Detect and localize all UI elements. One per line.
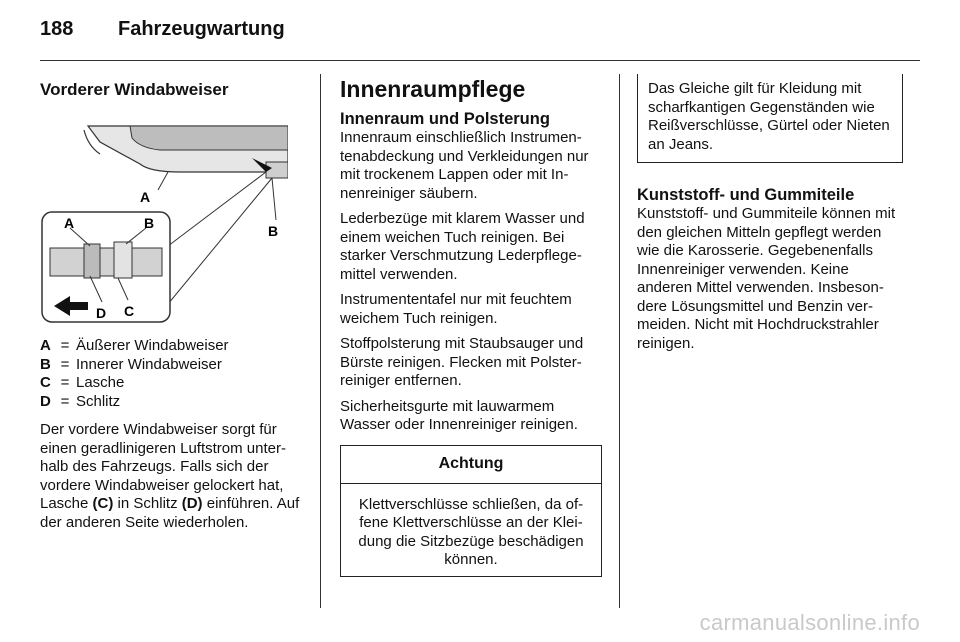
warning-box-continued — [637, 74, 903, 163]
windabweiser-illustration — [40, 124, 288, 324]
legend-item-c: C = Lasche — [40, 374, 125, 391]
warning-box — [340, 445, 602, 577]
column-2 — [340, 74, 602, 577]
inset-slot — [84, 244, 100, 278]
warning-title: Achtung — [341, 446, 601, 484]
inset-tab — [114, 242, 132, 278]
page-header — [40, 18, 285, 41]
column-3 — [637, 74, 903, 360]
column-divider-1 — [320, 74, 321, 608]
bumper-lower — [130, 126, 288, 150]
subheading-innenraum-polsterung: Innenraum und Polsterung — [340, 110, 550, 128]
warning-continued-text: Das Gleiche gilt für Kleidung mit scharfkantigen Gegenständen wie Reißverschlüsse, Gürtel oder Nieten an Jeans. — [648, 80, 890, 153]
zoom-line-2 — [168, 178, 272, 304]
section-heading-windabweiser: Vorderer Windabweiser — [40, 80, 229, 99]
paragraph-sicherheitsgurte: Sicherheitsgurte mit lauwarmem Wasser oder Innenreiniger reinigen. — [340, 397, 578, 433]
section-title-innenraumpflege: Innenraumpflege — [340, 76, 526, 102]
inset-deflector-part — [50, 248, 162, 276]
warning-text: Klettverschlüsse schließen, da offene Klettverschlüsse an der Kleidung die Sitzbezüge beschädigen können. — [358, 495, 584, 568]
label-a-inset: A — [64, 215, 75, 231]
header-rule — [40, 60, 920, 61]
paragraph-kunststoff: Kunststoff- und Gummiteile können mit den gleichen Mitteln gepflegt werden wie die Karosserie. Gegebenenfalls Innenreiniger verwenden. Keine anderen Mittel verwenden. Insbesondere Lösungsmittel und Benzin vermeiden. Nicht mit Hochdruckstrahler reinigen. — [637, 205, 896, 352]
paragraph-stoffpolsterung: Stoffpolsterung mit Staubsauger und Bürste reinigen. Flecken mit Polsterreiniger entfernen. — [340, 335, 584, 389]
label-b-right: B — [268, 223, 279, 239]
legend-item-a: A = Äußerer Windabweiser — [40, 337, 229, 354]
label-c-inset: C — [124, 303, 135, 319]
figure-legend — [40, 337, 302, 411]
column-1 — [40, 74, 302, 539]
subheading-kunststoff-gummiteile: Kunststoff- und Gummiteile — [637, 186, 855, 204]
legend-item-b: B = Innerer Windabweiser — [40, 355, 222, 373]
page-number: 188 — [40, 18, 74, 40]
right-clip — [266, 162, 288, 178]
legend-item-d: D = Schlitz — [40, 392, 121, 410]
leader-b-right — [272, 178, 276, 220]
zoom-line-1 — [168, 172, 266, 246]
label-d-inset: D — [96, 305, 107, 321]
label-a-top: A — [140, 189, 151, 205]
windabweiser-paragraph: Der vordere Windabweiser sorgt für einen geradlinigeren Luftstrom unterhalb des Fahrzeugs. Falls sich der vordere Windabweiser gelockert hat, Lasche (C) in Schlitz (D) einführen. Auf der anderen Seite wiederholen. — [40, 421, 300, 531]
paragraph-lederbezuege: Lederbezüge mit klarem Wasser und einem weichen Tuch reinigen. Bei starker Verschmutzung Lederpflegemittel verwenden. — [340, 210, 585, 283]
label-b-inset: B — [144, 215, 155, 231]
column-divider-2 — [619, 74, 620, 608]
paragraph-innenraum: Innenraum einschließlich Instrumentenabdeckung und Verkleidungen nur mit trockenem Lappen oder mit Innenreiniger säubern. — [340, 129, 589, 202]
watermark: carmanualsonline.info — [699, 610, 920, 635]
leader-a-top — [158, 172, 168, 190]
page-title: Fahrzeugwartung — [118, 18, 285, 40]
paragraph-instrumententafel: Instrumententafel nur mit feuchtem weichem Tuch reinigen. — [340, 291, 572, 327]
